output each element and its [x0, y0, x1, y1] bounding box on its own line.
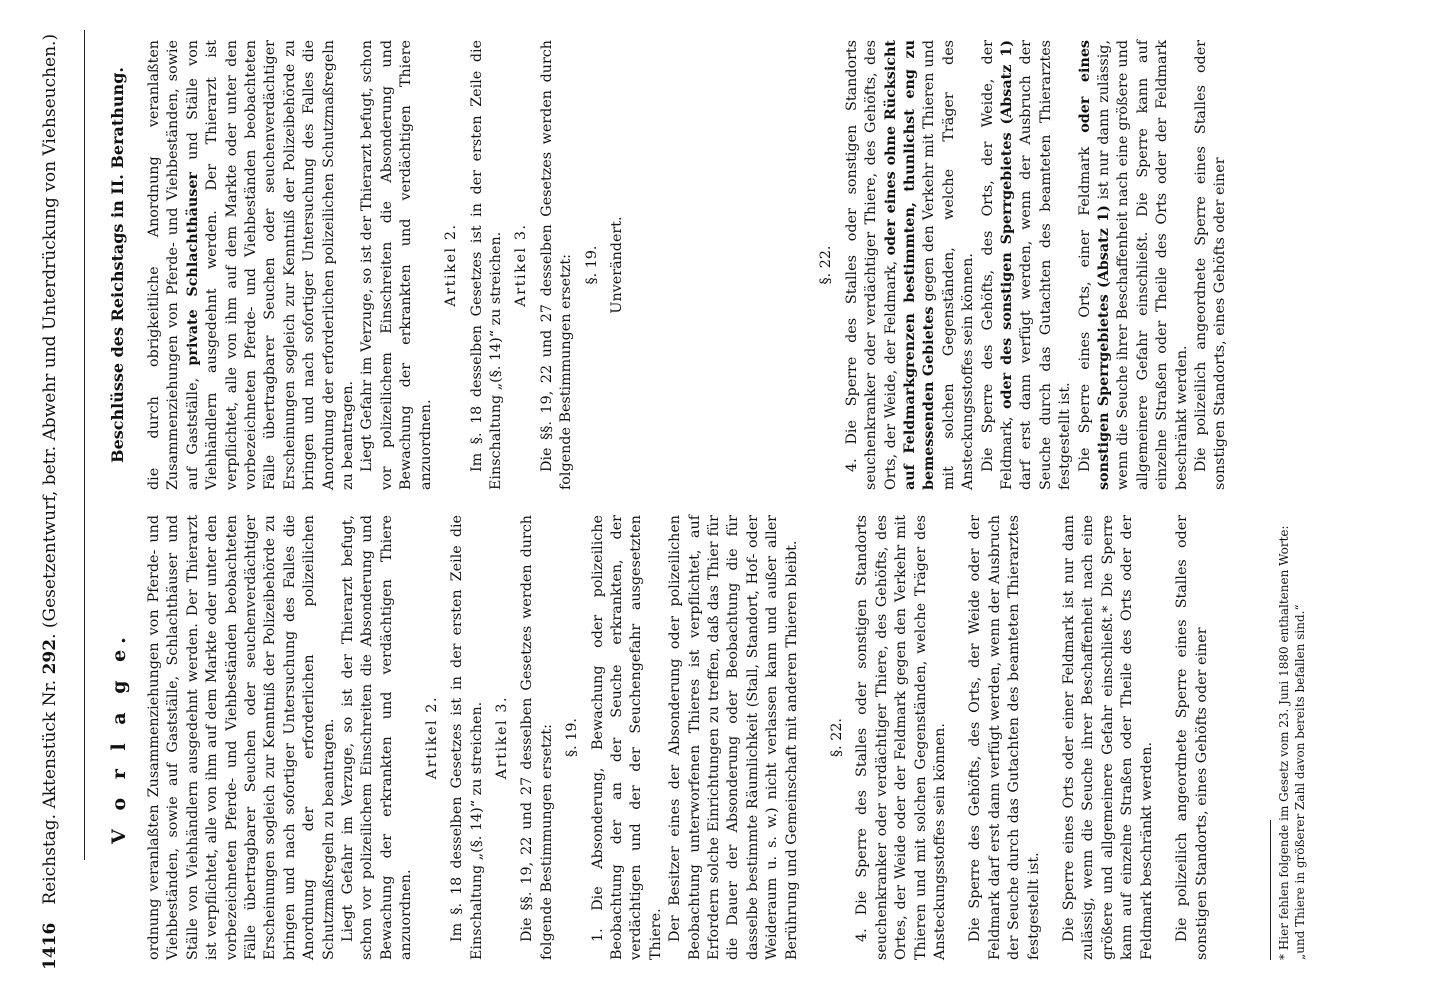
- right-paragraph-2: Liegt Gefahr im Verzuge, so ist der Thierarzt befugt, schon vor polizeilichem Einschreiten die Absonderung und Bewachung der erkrankten und verdächtigen Thiere anzuordnen.: [359, 40, 434, 490]
- right-section-19-heading: §. 19.: [583, 245, 600, 285]
- right-paragraph-1-c: und Ställe von Viehhändlern ausgedehnt werden. Der Thierarzt ist verpflichtet, alle von ihm auf dem Markte oder unter den vorbezeichneten Pferde- und Viehbeständen beobachteten Fälle übertragbarer Seuchen oder seuchenverdächtiger Erscheinungen sogleich zur Kenntniß der Polizeibehörde zu bringen und nach sofortiger Untersuchung des Falles die Anordnung der erforderlichen polizeilichen Schutzmaßregeln zu beantragen.: [184, 39, 357, 490]
- right-section-22-heading: §. 22.: [818, 245, 835, 285]
- right-section-22-p1: [843, 40, 979, 490]
- right-article-3-text: Die §§. 19, 22 und 27 desselben Gesetzes werden durch folgende Bestimmungen ersetzt:: [538, 40, 575, 490]
- left-section-22-p2: Die Sperre des Gehöfts, des Orts, der Weide oder der Feldmark darf erst dann verfügt werden, wenn der Ausbruch der Seuche durch das Gutachten des beamteten Thierarztes festgestellt ist.: [967, 515, 1042, 960]
- left-section-22-heading: §. 22.: [829, 718, 845, 757]
- left-paragraph-1: ordnung veranlaßten Zusammenziehungen von Pferde- und Viehbeständen, sowie auf Gastställe, Schlachthäuser und Ställe von Viehhändlern ausgedehnt werden. Der Thierarzt ist verpflichtet, alle von ihm auf dem Markte oder unter den vorbezeichneten Pferde- und Viehbeständen beobachteten Fälle übertragbarer Seuchen oder seuchenverdächtiger Erscheinungen sogleich zur Kenntniß der Polizeibehörde zu bringen und nach sofortiger Untersuchung des Falles die Anordnung der erforderlichen polizeilichen Schutzmaßregeln zu beantragen.: [146, 515, 337, 960]
- left-article-2-heading: Artikel 2.: [423, 695, 440, 780]
- right-paragraph-1-bold: private Schlachthäuser: [184, 172, 201, 366]
- right-section-22-p3-bold: oder eines sonstigen Sperrgebietes (Absatz 1): [1076, 40, 1113, 490]
- left-article-2-text: Im §. 18 desselben Gesetzes ist in der ersten Zeile die Einschaltung „(§. 14)“ zu streichen.: [449, 515, 485, 960]
- left-article-3-heading: Artikel 3.: [493, 695, 510, 780]
- right-article-2-text: Im §. 18 desselben Gesetzes ist in der ersten Zeile die Einschaltung „(§. 14)“ zu streichen.: [468, 40, 504, 490]
- header-rule: [84, 30, 85, 860]
- left-column: [145, 515, 1212, 960]
- right-section-22-p1-a: 4. Die Sperre des Stalles oder sonstigen Standorts seuchenkranker oder verdächtiger Thiere, des Gehöfts, des Orts, der Weide, der Feldmark,: [843, 40, 899, 490]
- right-section-22-p2-c: darf erst dann verfügt werden, wenn der Ausbruch der Seuche durch das Gutachten des beamteten Thierarztes festgestellt ist.: [1018, 40, 1074, 490]
- right-section-22-p2-bold: oder des sonstigen Sperrgebietes (Absatz 1): [999, 40, 1015, 410]
- right-paragraph-1-a: die durch obrigkeitliche Anordnung veranlaßten Zusammenziehungen von Pferde- und Viehbeständen, sowie auf Gastställe,: [146, 40, 201, 490]
- page-number: 1416: [40, 922, 60, 970]
- right-column-heading: Beschlüsse des Reichstags in II. Berathung.: [108, 67, 127, 463]
- right-section-22-p4: Die polizeilich angeordnete Sperre eines Stalles oder sonstigen Standorts, eines Gehöfts oder einer: [1193, 40, 1229, 490]
- right-section-22-p3: [1076, 40, 1192, 490]
- right-section-22-p2-a: Die Sperre des Gehöfts, des Orts, der Weide, der Feldmark,: [979, 40, 1015, 490]
- digitization-credit: [1404, 10, 1426, 990]
- page-header: [40, 30, 60, 970]
- left-section-22-p4: Die polizeilich angeordnete Sperre eines Stalles oder sonstigen Standorts, eines Gehöfts oder einer: [1174, 515, 1210, 960]
- left-column-heading: V o r l a g e.: [108, 631, 130, 844]
- footnote: * Hier fehlen folgende im Gesetz vom 23. Juni 1880 enthaltenen Worte: „und Thiere in größerer Zahl davon bereits befallen sind.“: [1277, 525, 1307, 960]
- right-column: [145, 40, 1231, 490]
- left-section-22-p3: Die Sperre eines Orts oder einer Feldmark ist nur dann zulässig, wenn die Seuche ihrer Beschaffenheit nach eine größere und allgemeinere Gefahr einschließt.* Die Sperre kann auf einzelne Straßen oder Theile des Orts oder der Feldmark beschränkt werden.: [1061, 515, 1155, 960]
- left-section-19-p1: 1. Die Absonderung, Bewachung oder polizeiliche Beobachtung der an der Seuche erkrankten, der verdächtigen und der der Seuchengefahr ausgesetzten Thiere.: [589, 515, 664, 960]
- header-title-left: Reichstag. Aktenstück Nr.: [40, 674, 60, 905]
- right-section-22-p2: [979, 40, 1076, 490]
- right-section-22-p3-c: ist nur dann zulässig, wenn die Seuche ihrer Beschaffenheit nach eine größere und allgemeinere Gefahr einschließt. Die Sperre kann auf einzelne Straßen oder Theile des Orts oder der Feldmark beschränkt werden.: [1096, 40, 1190, 490]
- right-section-19-text: Unverändert.: [608, 216, 625, 314]
- footnote-rule: [1270, 820, 1271, 960]
- right-article-3-heading: Artikel 3.: [513, 223, 530, 307]
- right-section-22-p3-a: Die Sperre eines Orts, einer Feldmark: [1076, 146, 1093, 472]
- left-paragraph-2: Liegt Gefahr im Verzuge, so ist der Thierarzt befugt, schon vor polizeilichem Einschreiten die Absonderung und Bewachung der erkrankten und verdächtigen Thiere anzuordnen.: [340, 515, 415, 960]
- header-title-right: . (Gesetzentwurf, betr. Abwehr und Unterdrückung von Viehseuchen.): [40, 33, 60, 639]
- right-paragraph-1: [145, 40, 358, 490]
- left-section-19-heading: §. 19.: [564, 718, 581, 757]
- right-section-22-p1-bold: oder eines ohne Rücksicht auf Feldmarkgrenzen bestimmten, thunlichst eng zu bemessenden Gebietes: [882, 40, 938, 490]
- left-section-19-p2: Der Besitzer eines der Absonderung oder polizeilichen Beobachtung unterworfenen Thieres ist verpflichtet, auf Erfordern solche Einrichtungen zu treffen, daß das Thier für die Dauer der Absonderung oder Beobachtung die für dasselbe bestimmte Räumlichkeit (Stall, Standort, Hof- oder Weideraum u. s. w.) nicht verlassen kann und außer aller Berührung und Gemeinschaft mit anderen Thieren bleibt.: [667, 515, 800, 960]
- left-article-3-text: Die §§. 19, 22 und 27 desselben Gesetzes werden durch folgende Bestimmungen ersetzt:: [519, 515, 555, 960]
- left-section-22-p1: 4. Die Sperre des Stalles oder sonstigen Standorts seuchenkranker oder verdächtiger Thiere, des Gehöfts, des Ortes, der Weide oder der Feldmark gegen den Verkehr mit Thieren und mit solchen Gegenständen, welche Träger des Ansteckungsstoffes sein können.: [854, 515, 949, 960]
- document-page: [20, 20, 1410, 980]
- right-section-22-p1-c: gegen den Verkehr mit Thieren und mit solchen Gegenständen, welche Träger des Ansteckungsstoffes sein können.: [921, 40, 977, 490]
- right-article-2-heading: Artikel 2.: [443, 223, 460, 307]
- document-number: 292: [40, 638, 60, 675]
